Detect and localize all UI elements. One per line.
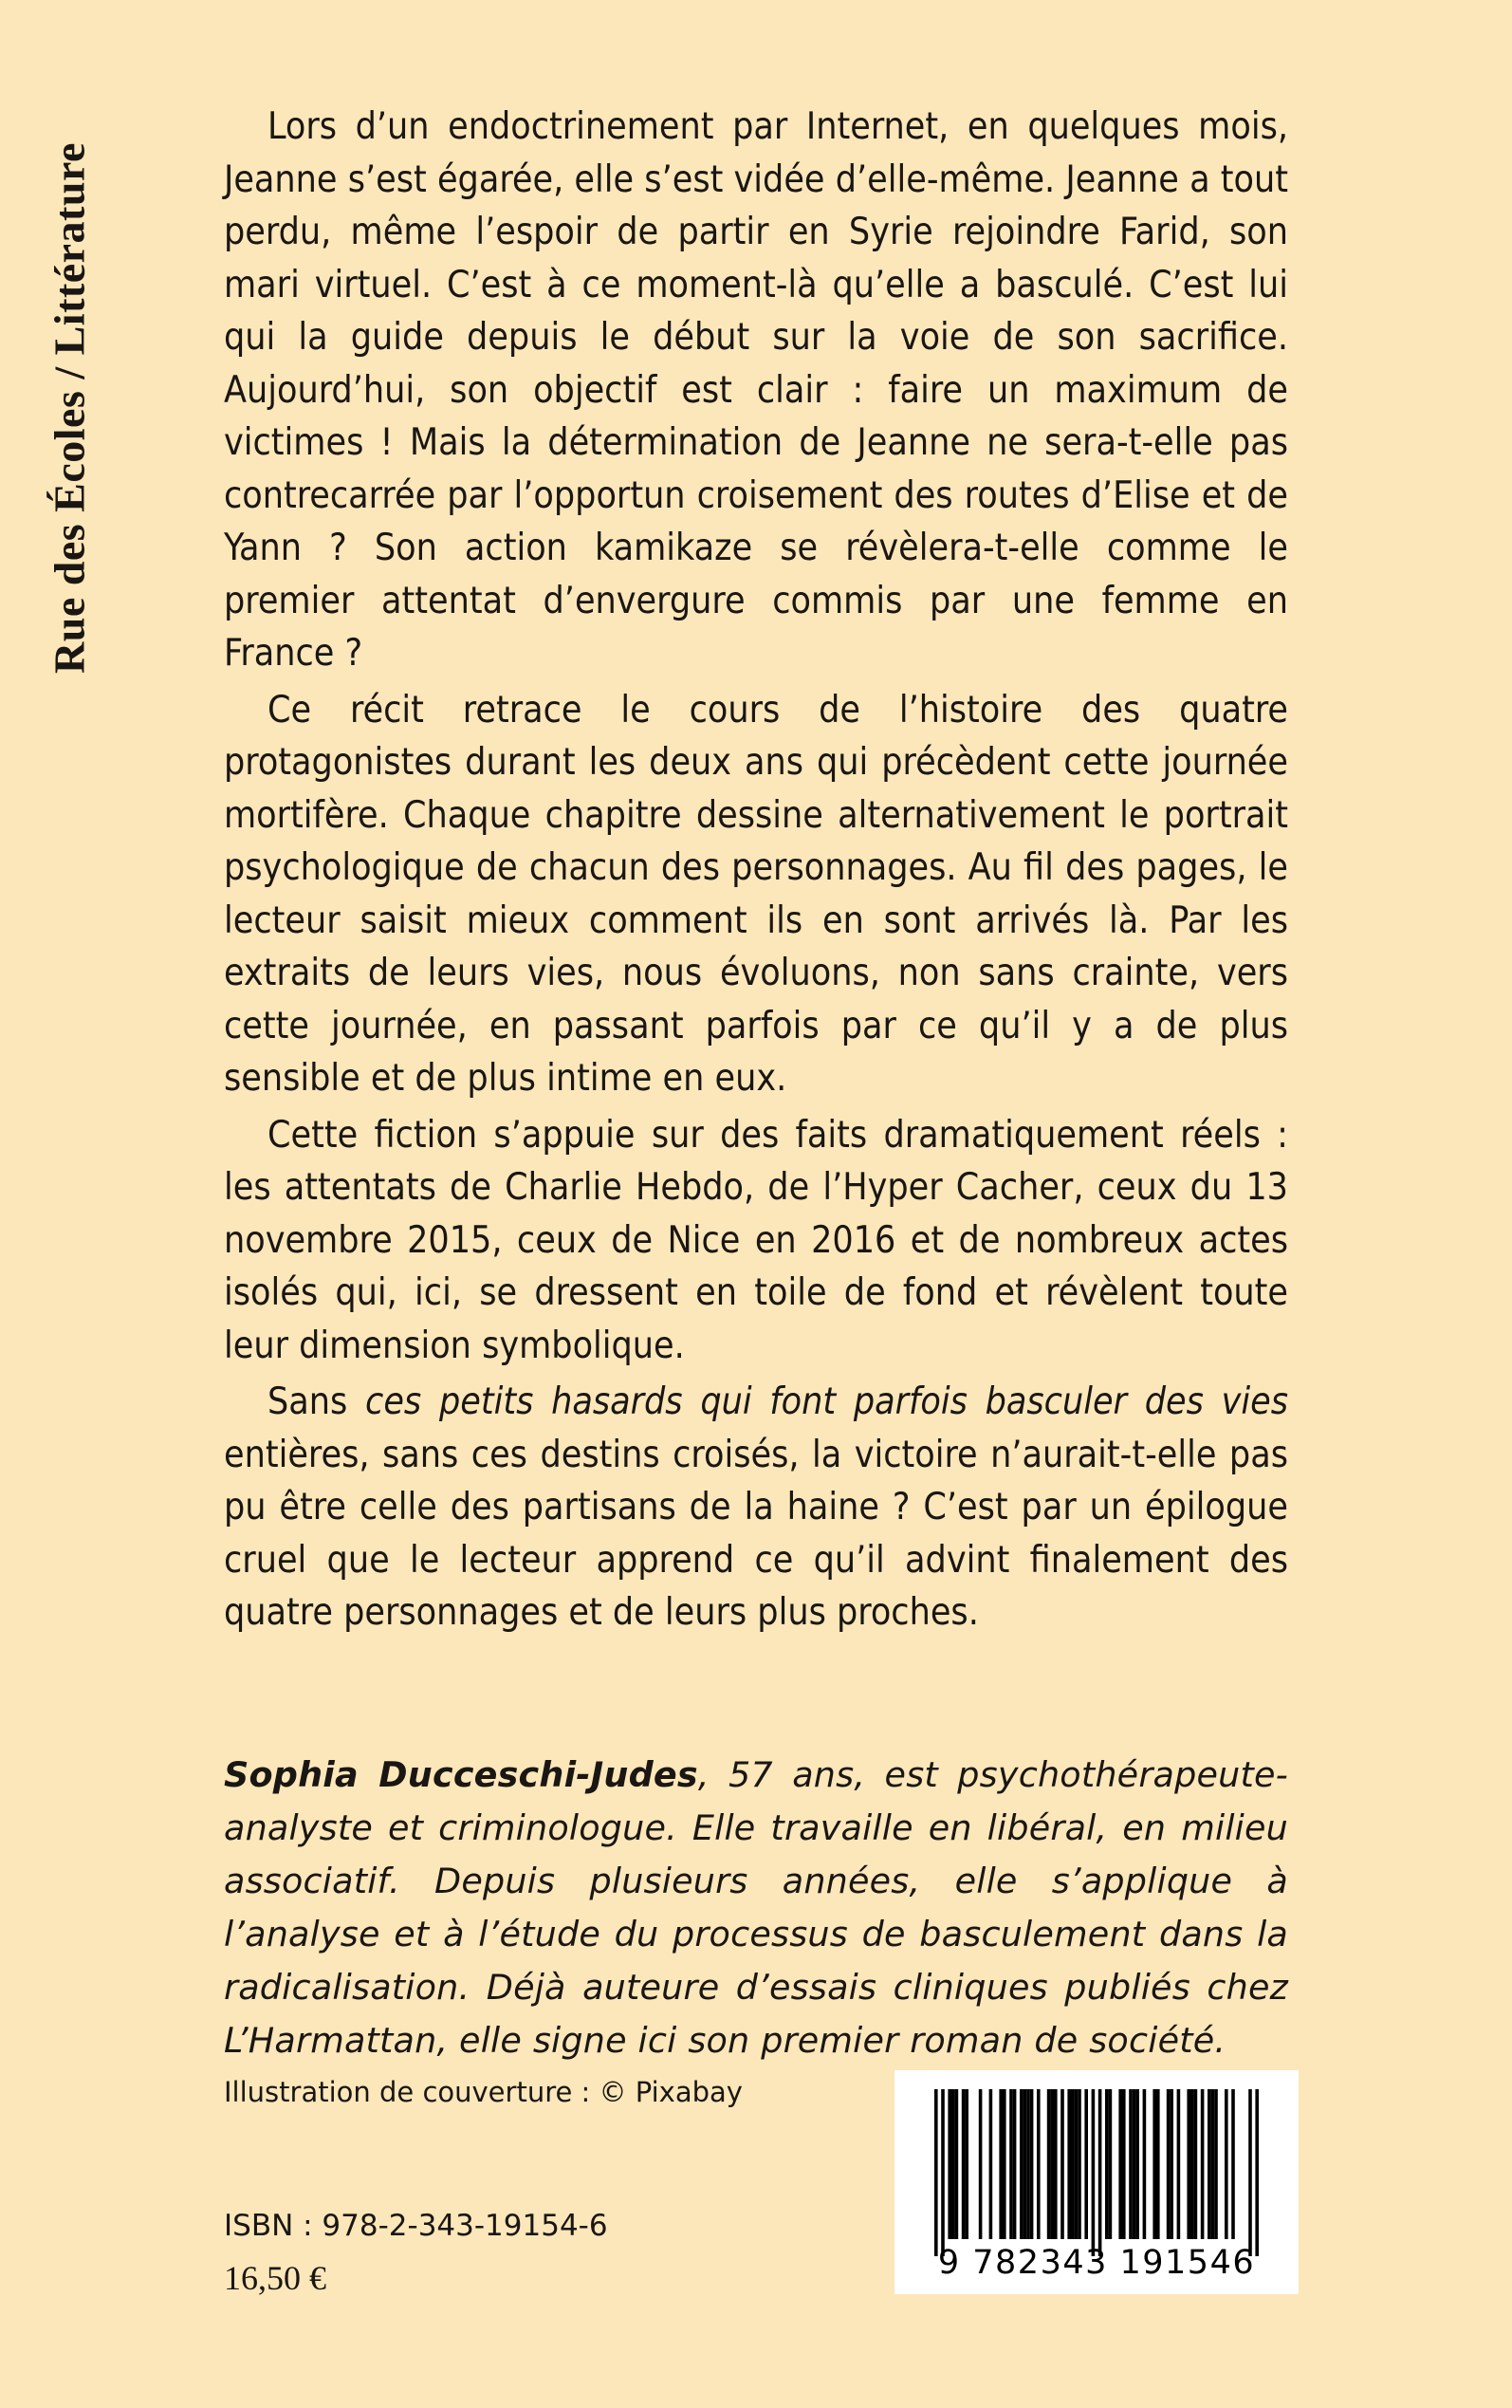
barcode-bar [1071, 2089, 1075, 2239]
barcode-bar [1122, 2089, 1126, 2239]
summary-paragraph-2: Ce récit retrace le cours de l’histoire des quatre protagonistes durant les deux ans qui précèdent cette journée mortifère. Chaque chapitre dessine alternativement le portrait psychologique de chacun des personnages. Au fil des pages, le lecteur saisit mieux comment ils en sont arrivés là. Par les extraits de leurs vies, nous évoluons, non sans crainte, vers cette journée, en passant parfois par ce qu’il y a de plus sensible et de plus intime en eux. [224, 688, 1288, 1100]
barcode-bar [1201, 2089, 1205, 2239]
barcode-bar [1023, 2089, 1027, 2239]
summary-paragraph-1: Lors d’un endoctrinement par Internet, en quelques mois, Jeanne s’est égarée, elle s’est vidée d’elle-même. Jeanne a tout perdu, même l’espoir de partir en Syrie rejoindre Farid, son mari virtuel. C’est à ce moment-là qu’elle a basculé. C’est lui qui la guide depuis le début sur la voie de son sacrifice. Aujourd’hui, son objectif est clair : faire un maximum de victimes ! Mais la détermination de Jeanne ne sera-t-elle pas contrecarrée par l’opportun croisement des routes d’Elise et de Yann ? Son action kamikaze se révèlera-t-elle comme le premier attentat d’envergure commis par une femme en France ? [224, 105, 1288, 675]
author-bio [224, 1749, 1288, 2067]
price: 16,50 € [224, 2259, 326, 2297]
summary-paragraph-3: Cette fiction s’appuie sur des faits dramatiquement réels : les attentats de Charlie Hebdo, de l’Hyper Cacher, ceux du 13 novembre 2015, ceux de Nice en 2016 et de nombreux actes isolés qui, ici, se dressent en toile de fond et révèlent toute leur dimension symbolique. [224, 1113, 1288, 1367]
barcode-bar [989, 2089, 993, 2239]
author-bio-text: , 57 ans, est psychothérapeute-analyste et criminologue. Elle travaille en libéral, en milieu associatif. Depuis plusieurs années, elle s’applique à l’analyse et à l’étude du processus de basculement dans la radicalisation. Déjà auteure d’essais cliniques publiés chez L’Harmattan, elle signe ici son premier roman de société. [224, 1754, 1288, 2061]
barcode-bar [1208, 2089, 1211, 2239]
barcode-bar [1211, 2089, 1215, 2239]
barcode-bar [1026, 2089, 1030, 2239]
author-name: Sophia Ducceschi-Judes [224, 1754, 698, 1795]
barcode-bar [1133, 2089, 1136, 2239]
barcode-bar [1098, 2089, 1102, 2256]
barcode-bar [1190, 2089, 1194, 2239]
barcode-bar [1054, 2089, 1058, 2239]
barcode-bar [1013, 2089, 1017, 2239]
cover-credit: Illustration de couverture : © Pixabay [224, 2076, 743, 2108]
barcode-bar [1231, 2089, 1235, 2239]
barcode-bar [1092, 2089, 1096, 2256]
barcode-bar [1129, 2089, 1133, 2239]
p4-end: entières, sans ces destins croisés, la victoire n’aurait-t-elle pas pu être celle des partisans de la haine ? C’est par un épilogue cruel que le lecteur apprend ce qu’il advint finalement des quatre personnages et de leurs plus proches. [224, 1433, 1288, 1634]
barcode-bar [1105, 2089, 1109, 2239]
p4-italic: ces petits hasards qui font parfois basculer des vies [365, 1380, 1288, 1423]
barcode-bar [1118, 2089, 1122, 2239]
summary-paragraph-4 [224, 1376, 1288, 1639]
barcode-bar [1248, 2089, 1252, 2256]
barcode-bar [1177, 2089, 1181, 2239]
barcode-bar [1143, 2089, 1147, 2239]
barcode-bar [1047, 2089, 1051, 2239]
barcode-bar [1135, 2089, 1139, 2239]
barcode-bar [1214, 2089, 1218, 2239]
barcode-bar [962, 2089, 966, 2239]
barcode-bar [955, 2089, 959, 2239]
barcode-bar [951, 2089, 955, 2239]
barcode-bar [934, 2089, 938, 2256]
barcode-digits: 9 782343 191546 [937, 2244, 1256, 2282]
barcode-bar [1152, 2089, 1156, 2239]
barcode-bar [941, 2089, 945, 2256]
isbn: ISBN : 978-2-343-19154-6 [224, 2209, 608, 2243]
barcode-bar [979, 2089, 983, 2239]
barcode-bar [1003, 2089, 1006, 2239]
barcode-bar [1020, 2089, 1023, 2239]
barcode-bar [1167, 2089, 1171, 2239]
barcode-bar [1067, 2089, 1071, 2239]
barcode [894, 2070, 1299, 2294]
barcode-bar [1084, 2089, 1088, 2239]
barcode-bar [999, 2089, 1003, 2239]
p4-start: Sans [267, 1380, 366, 1423]
barcode-bar [1009, 2089, 1013, 2239]
barcode-bar [1225, 2089, 1228, 2239]
barcode-bar [1170, 2089, 1173, 2239]
barcode-bar [1050, 2089, 1054, 2239]
barcode-bar [1187, 2089, 1190, 2239]
spine-label [27, 104, 112, 712]
collection-name: Rue des Écoles / Littérature [45, 142, 94, 674]
barcode-bar [1075, 2089, 1079, 2239]
barcode-bar [1194, 2089, 1198, 2239]
barcode-bar [1156, 2089, 1160, 2239]
barcode-bar [1030, 2089, 1034, 2239]
barcode-bar [1037, 2089, 1041, 2239]
barcode-bar [948, 2089, 951, 2239]
barcode-bar [1060, 2089, 1064, 2239]
barcode-bar [1255, 2089, 1259, 2256]
barcode-bar [1109, 2089, 1113, 2239]
barcode-bar [1078, 2089, 1081, 2239]
barcode-bar [965, 2089, 968, 2239]
book-summary [224, 101, 1288, 1643]
